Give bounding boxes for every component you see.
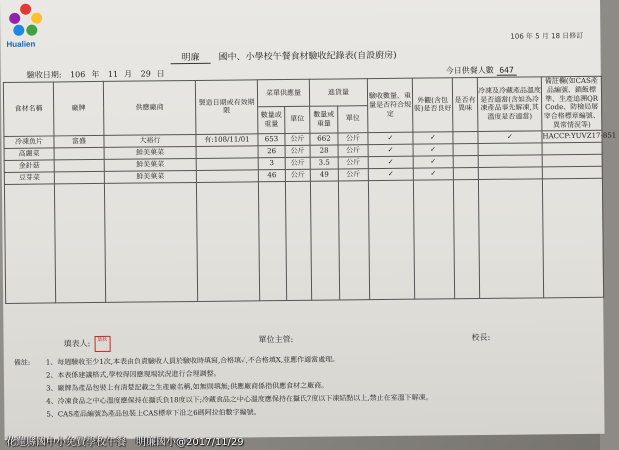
cell-item: 豆芽菜 (4, 171, 54, 184)
logo-petal-green (26, 25, 37, 36)
cell-odor (453, 131, 478, 143)
header-remarks: 備註欄(如CAS產品編號、鎖飯標準、生產追溯QR Code、防檢局屠宰合格標章編號、異常情況等) (541, 76, 602, 130)
supervisor-signature: 單位主管: (258, 334, 294, 345)
check-mark: ✓ (413, 131, 453, 143)
cell-brand (54, 159, 104, 172)
cell-supplier: 鮮美菓菜 (104, 146, 196, 159)
check-mark: ✓ (368, 132, 413, 144)
cell-remark (542, 154, 602, 167)
table-blank-area (4, 178, 603, 303)
day-unit: 日 (156, 69, 165, 79)
date-month: 11 (107, 69, 119, 79)
check-mark: ✓ (413, 143, 453, 155)
year-unit: 年 (91, 69, 100, 80)
header-odor: 是否有異味 (452, 78, 478, 132)
header-order-unit: 單位 (285, 106, 310, 133)
logo-petal-yellow (31, 13, 42, 24)
cell-arrival-qty: 662 (310, 132, 338, 144)
cell-odor (453, 167, 478, 179)
form-title: 國中、小學校午餐食材驗收紀錄表(自設廚房) (218, 50, 397, 63)
page-title (171, 48, 397, 64)
note-item: 4、冷凍食品之中心溫度應保持在攝氏負18度以下;冷藏食品之中心溫度應保持在攝氏7度以下凍結點以上,禁止在室溫下解凍。 (46, 393, 433, 406)
inspection-date (27, 68, 171, 81)
header-item: 食材名稱 (3, 82, 54, 136)
check-mark: ✓ (478, 130, 542, 143)
cell-brand (54, 171, 104, 184)
filler-label: 填表人: (63, 339, 91, 349)
note-item: 2、本表係建議格式,學校得因應現場狀況進行合理調整。 (45, 369, 221, 380)
principal-signature: 校長: (471, 332, 491, 343)
cell-date (196, 157, 258, 170)
cell-arrival-unit: 公斤 (338, 132, 368, 144)
header-packaging: 外觀(含包裝)是否良好 (412, 78, 453, 132)
cell-item: 高麗菜 (4, 147, 54, 160)
header-supplier: 供應廠商 (103, 80, 196, 134)
cell-order-unit: 公斤 (285, 133, 310, 145)
logo-petal-red (20, 4, 31, 15)
cell-order-qty: 3 (258, 157, 285, 169)
cell-brand (54, 147, 104, 160)
logo-text: Hualien (6, 39, 36, 49)
meal-count (446, 65, 517, 77)
check-mark: ✓ (368, 156, 413, 168)
filler-signature (64, 336, 111, 352)
cell-arrival-unit: 公斤 (338, 168, 368, 180)
header-arrival: 進貨量 (309, 79, 367, 106)
cell-cold (478, 166, 542, 179)
header-cold: 冷凍及冷藏產品溫度是否適當(含如為冷凍產品事先解凍,其溫度是否適當) (477, 77, 542, 131)
cell-arrival-qty: 28 (310, 144, 338, 156)
cell-odor (453, 155, 478, 167)
date-year: 106 (69, 70, 86, 80)
date-label: 驗收日期: (26, 70, 62, 80)
check-mark: ✓ (368, 168, 413, 180)
cell-date: 有:108/11/01 (196, 133, 258, 146)
cell-date (196, 145, 258, 158)
cell-cold (478, 154, 542, 167)
header-arrival-qty: 數量或重量 (310, 106, 338, 133)
month-unit: 月 (124, 69, 133, 79)
check-mark: ✓ (413, 167, 453, 179)
header-order-qty: 數量或重量 (258, 106, 285, 133)
meal-count-label: 今日供餐人數 (445, 65, 494, 76)
school-name: 明廉 (171, 50, 211, 64)
check-mark: ✓ (368, 144, 413, 156)
note-item: 3、廠牌為產品包裝上有清楚記載之生產廠名稱,如無則填無;供應廠商係指供應食材之廠商。 (46, 381, 329, 393)
cell-supplier: 鮮美菓菜 (104, 158, 196, 171)
header-order: 菜單供應量 (257, 79, 309, 106)
check-mark: ✓ (413, 155, 453, 167)
seal-stamp: 葉秋 (94, 336, 110, 352)
photo-caption: 花蓮縣國中小免費學校午餐 明廉國小@2017/11/29 (6, 437, 244, 448)
logo-petal-blue (13, 25, 24, 36)
header-arrival-unit: 單位 (338, 105, 368, 132)
cell-remark: HACCP:YUVZ17-851 (542, 130, 602, 143)
cell-item: 金針菇 (4, 159, 54, 172)
revision-date: 106 年 5 月 18 日修訂 (510, 31, 584, 41)
cell-supplier: 鮮美菓菜 (104, 170, 196, 183)
inspection-table (3, 76, 617, 304)
header-brand: 廠牌 (53, 81, 104, 135)
hualien-logo (6, 4, 46, 50)
logo-petal-purple (9, 13, 20, 24)
note-item: 5、CAS產品編號為產品包裝上CAS標章下沿之6碼阿拉伯數字編號。 (46, 408, 261, 419)
cell-odor (453, 143, 478, 155)
note-item: 1、每週驗收至少1次,本表由負責驗收人員於驗收時填寫,合格填✓,不合格填X,並應作適當處理。 (45, 355, 340, 367)
cell-order-qty: 46 (258, 169, 285, 181)
cell-order-qty: 26 (258, 145, 285, 157)
cell-date (196, 169, 258, 182)
cell-arrival-qty: 3.5 (310, 156, 338, 168)
cell-order-qty: 653 (258, 133, 285, 145)
header-check-qty: 驗收數量、重量是否符合規定 (367, 78, 413, 132)
cell-supplier: 大裕行 (104, 134, 196, 147)
cell-order-unit: 公斤 (285, 169, 310, 181)
cell-brand: 富盛 (54, 135, 104, 148)
cell-cold (478, 142, 542, 155)
cell-remark (542, 142, 602, 155)
cell-arrival-unit: 公斤 (338, 156, 368, 168)
header-dates: 製造日期或有效期限 (195, 80, 258, 134)
cell-arrival-qty: 49 (310, 168, 338, 180)
date-day: 29 (140, 69, 151, 79)
cell-remark (542, 166, 602, 179)
cell-order-unit: 公斤 (285, 157, 310, 169)
meal-count-value: 647 (496, 66, 517, 76)
cell-item: 冷凍魚片 (4, 135, 54, 148)
cell-arrival-unit: 公斤 (338, 144, 368, 156)
notes-label: 備註: (13, 358, 31, 367)
cell-order-unit: 公斤 (285, 145, 310, 157)
